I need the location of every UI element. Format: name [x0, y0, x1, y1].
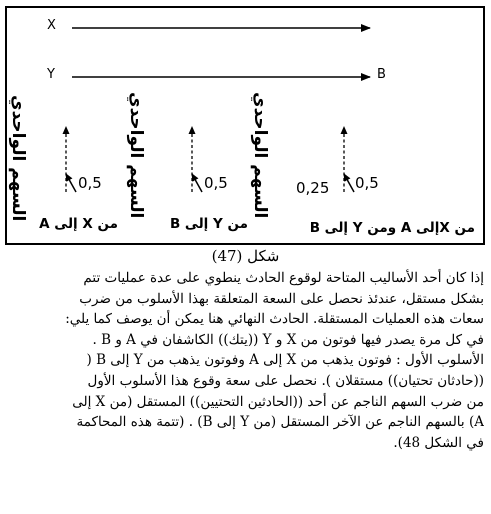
figure-caption: شكل (47)	[211, 247, 280, 265]
paragraph-line: في كل مرة يصدر فيها فوتون من X و Y ((يتك)) الكاشفان في A و B .	[92, 331, 484, 348]
paragraph-line: ((حادثان تحتيان)) مستقلان ). نحصل على سعة وقوع هذا الأسلوب الأول	[87, 372, 484, 389]
subfigure-caption-1: من X إلى A	[39, 216, 118, 232]
paragraph-line: بشكل مستقل، عندئذ نحصل على السعة المتعلقة بهذا الأسلوب من ضرب	[79, 290, 484, 307]
paragraph-line: A) بالسهم الناجم عن الآخر المستقل (من Y إلى B) . (تتمة هذه المحاكمة	[76, 414, 484, 431]
detector-b-label: B	[377, 67, 386, 82]
paragraph-line: من ضرب السهم الناجم عن أحد ((الحادثين التحتيين)) المستقل (من X إلى	[72, 393, 484, 410]
amplitude-value-1: 0,5	[78, 174, 102, 192]
paragraph-line: في الشكل 48).	[393, 434, 484, 451]
paragraph-line: سعات هذه العمليات المستقلة. الحادث النهائي هنا يمكن أن يوصف كما يلي:	[65, 311, 484, 328]
source-y-label: Y	[47, 67, 55, 82]
paragraph-line: إذا كان أحد الأساليب المتاحة لوقوع الحادث ينطوي على عدة عمليات تتم	[83, 270, 484, 286]
source-x-label: X	[47, 18, 56, 33]
figure-drawing	[0, 0, 491, 250]
amplitude-value-3: 0,25	[296, 179, 330, 197]
body-paragraph	[6, 268, 484, 453]
unit-arrow-label-1: السهم الواحدي	[8, 95, 28, 222]
scaled-arrow-2	[192, 174, 202, 192]
scaled-arrow-3	[344, 174, 354, 192]
unit-arrow-label-2: السهم الواحدي	[126, 92, 146, 219]
subfigure-caption-2: من Y إلى B	[169, 216, 248, 232]
amplitude-value-2: 0,5	[204, 174, 228, 192]
subfigure-caption-3: من Xإلى A ومن Y إلى B	[309, 220, 475, 236]
paragraph-line: الأسلوب الأول : فوتون يذهب من X إلى A وفوتون يذهب من Y إلى B (	[86, 352, 484, 369]
unit-arrow-label-3: السهم الواحدي	[250, 92, 270, 219]
amplitude-value-4: 0,5	[355, 174, 379, 192]
scaled-arrow-1	[66, 174, 76, 192]
